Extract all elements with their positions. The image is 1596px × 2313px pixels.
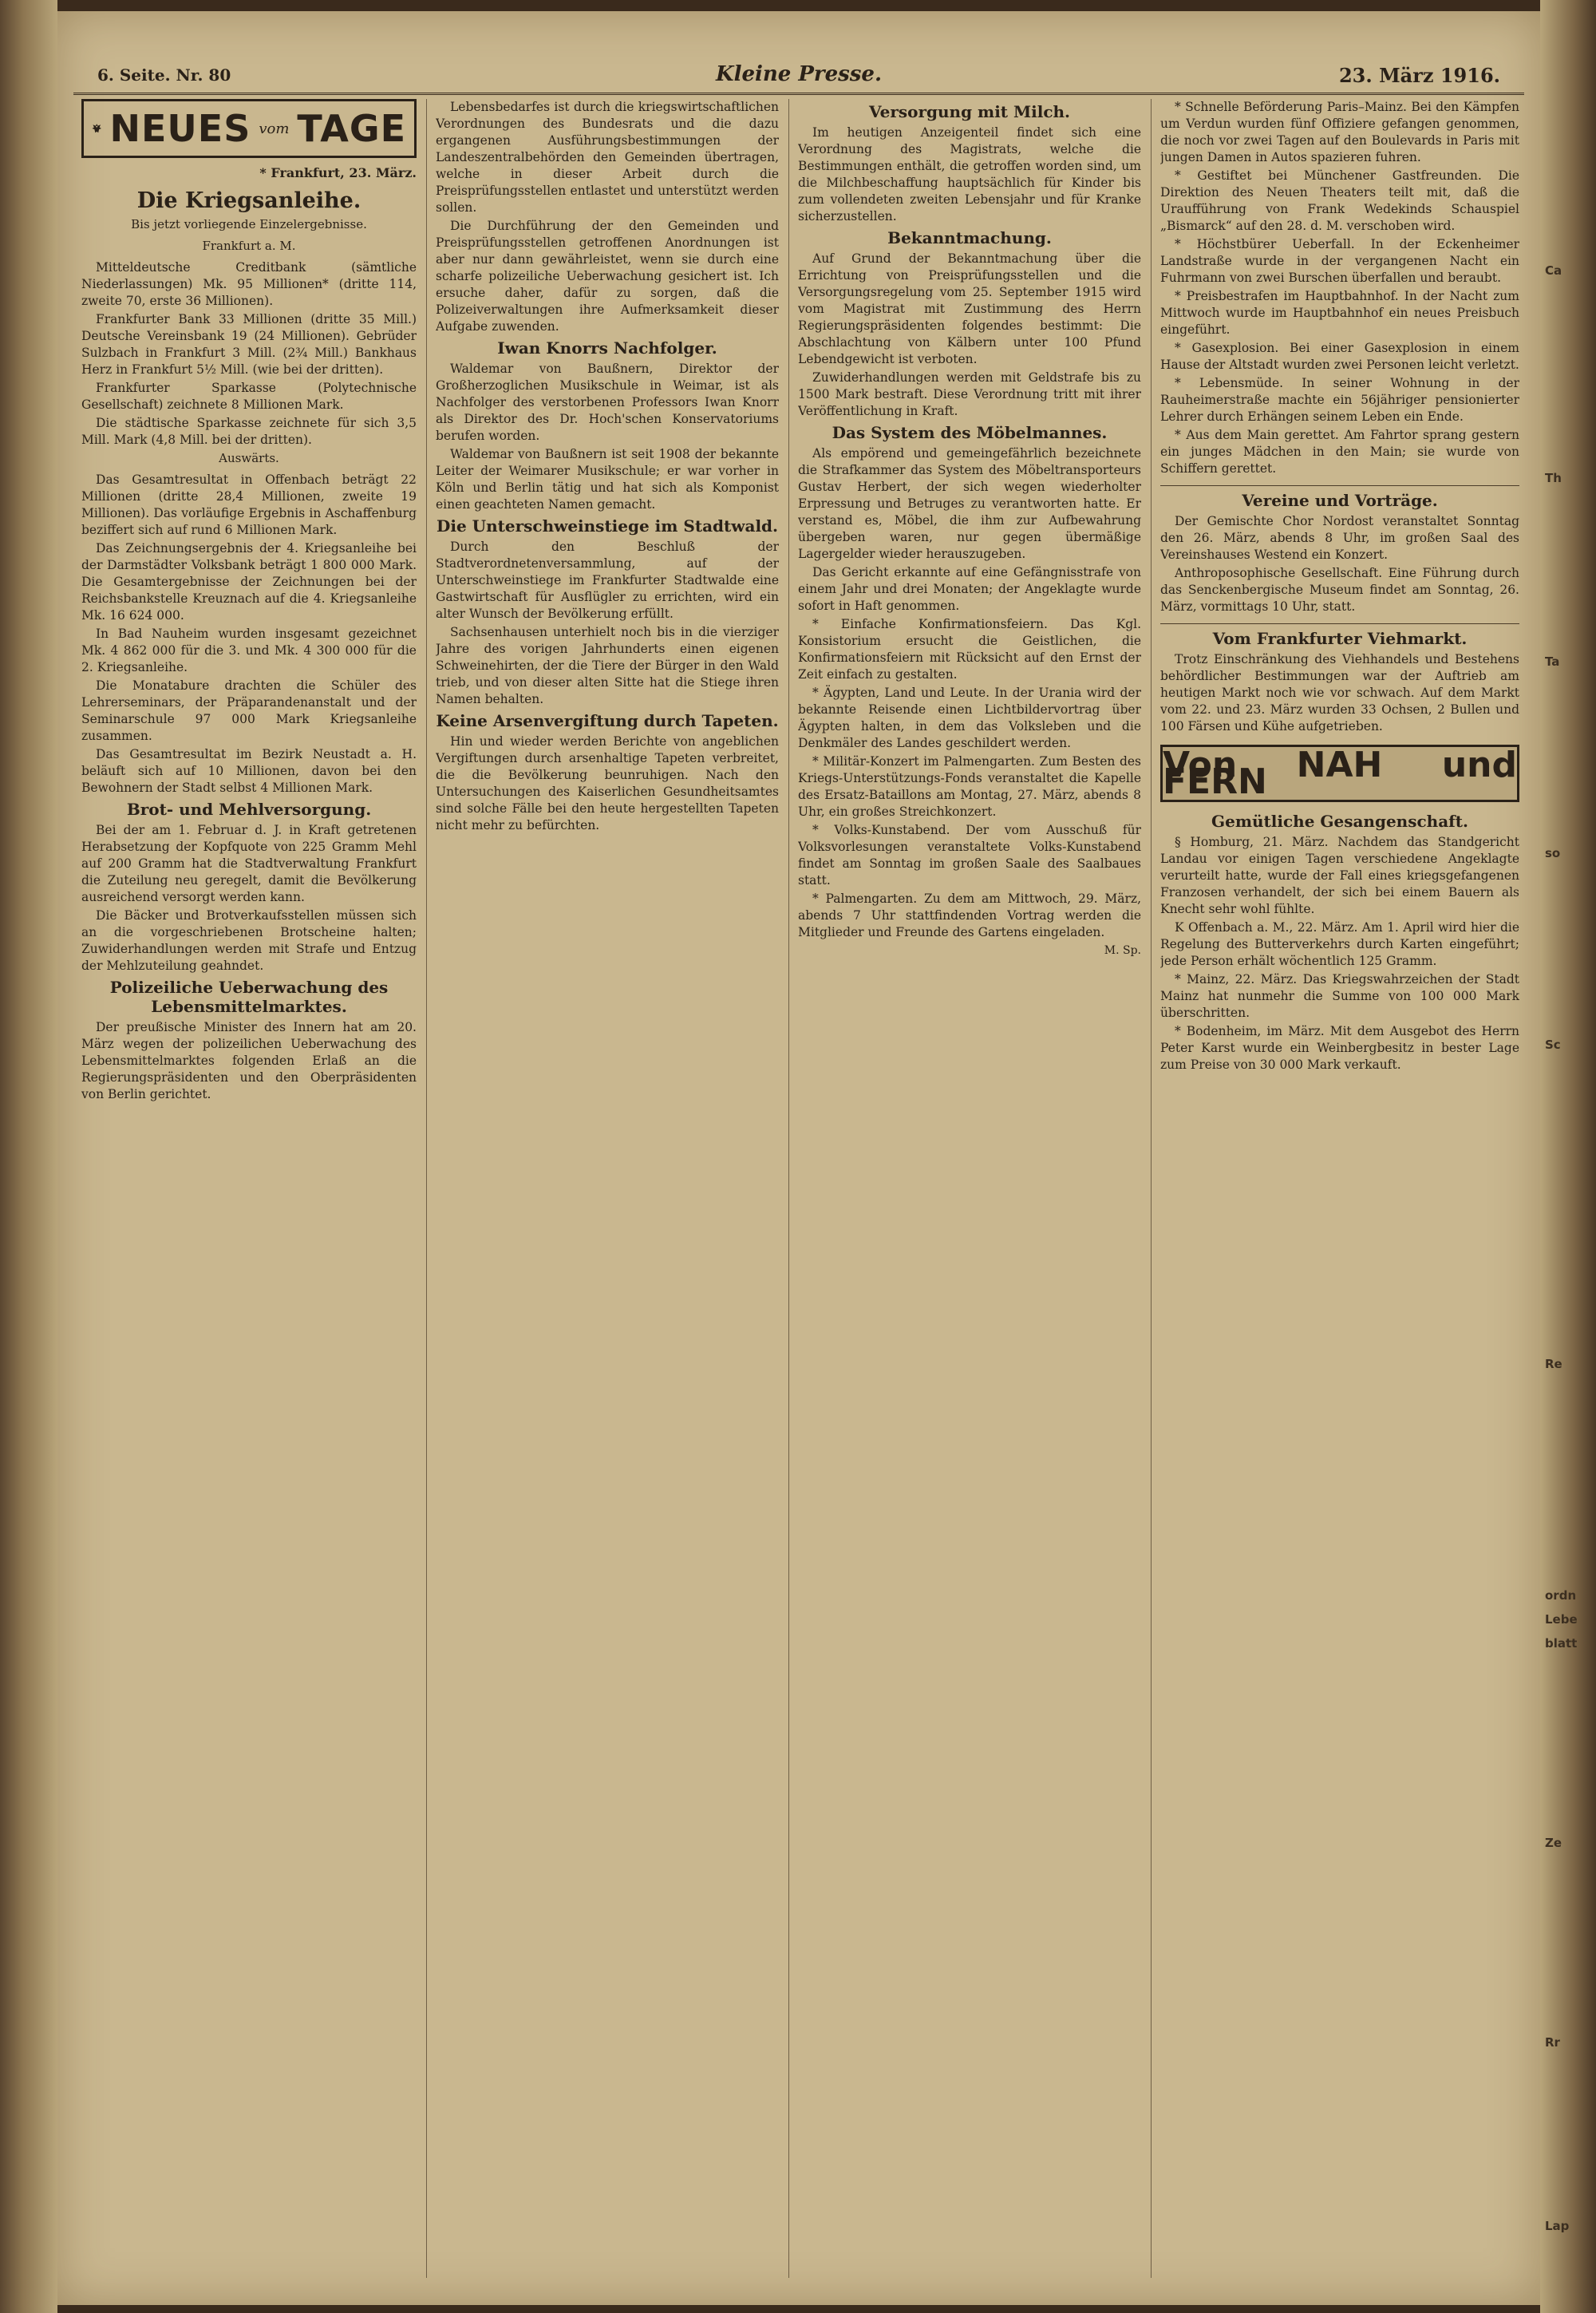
paragraph: In Bad Nauheim wurden insgesamt gezeichnet Mk. 4 862 000 für die 3. und Mk. 4 300 000 für die 2. Kriegsanleihe. [81, 627, 417, 674]
next-page-edge [1540, 0, 1596, 2313]
paragraph: * Gasexplosion. Bei einer Gasexplosion in einem Hause der Altstadt wurden zwei Personen leicht verletzt. [1160, 341, 1519, 372]
subheadline-kriegsanleihe: Bis jetzt vorliegende Einzelergebnisse. [131, 217, 367, 231]
column-rule [426, 99, 427, 2278]
edge-fragment: Lebe [1545, 1612, 1578, 1627]
paragraph: * Einfache Konfirmationsfeiern. Das Kgl. Konsistorium ersucht die Geistlichen, die Konfirmationsfeiern mit Rücksicht auf den Ernst der Zeit einfach zu gestalten. [798, 617, 1141, 682]
paragraph: Sachsenhausen unterhielt noch bis in die vierziger Jahre des vorigen Jahrhunderts einen eigenen Schweinehirten, der die Tiere der Bürger in den Wald trieb, und von dieser alten Sitte hat die Stiege ihren Namen behalten. [436, 625, 779, 706]
headline-bekanntmachung: Bekanntmachung. [887, 228, 1052, 247]
edge-fragment: Rr [1545, 2035, 1560, 2050]
edge-fragment: ordn [1545, 1588, 1577, 1603]
headline-viehmarkt: Vom Frankfurter Viehmarkt. [1160, 623, 1519, 648]
eagle-icon [92, 106, 102, 151]
column-4 [1160, 99, 1519, 2278]
paragraph: Frankfurter Sparkasse (Polytechnische Gesellschaft) zeichnete 8 Millionen Mark. [81, 381, 417, 412]
edge-fragment: Re [1545, 1357, 1562, 1371]
paragraph: Der Gemischte Chor Nordost veranstaltet Sonntag den 26. März, abends 8 Uhr, im großen Saal des Vereinshauses Westend ein Konzert. [1160, 514, 1519, 562]
paragraph: Bei der am 1. Februar d. J. in Kraft getretenen Herabsetzung der Kopfquote von 225 Gramm Mehl auf 200 Gramm hat die Stadtverwaltung Frankfurt die Zuteilung neu geregelt, damit die Bevölkerung ausreichend versorgt werden kann. [81, 823, 417, 904]
edge-fragment: Sc [1545, 1038, 1561, 1052]
paragraph: * Gestiftet bei Münchener Gastfreunden. Die Direktion des Neuen Theaters teilt mit, daß die Uraufführung von Frank Wedekinds Schauspiel „Bismarck“ auf den 28. d. M. verschoben wird. [1160, 168, 1519, 233]
paragraph: * Höchstbürer Ueberfall. In der Eckenheimer Landstraße wurde in der vergangenen Nacht ein Fuhrmann von zwei Burschen überfallen und beraubt. [1160, 237, 1519, 285]
newspaper-page [57, 11, 1540, 2305]
paragraph: Durch den Beschluß der Stadtverordnetenversammlung, auf der Unterschweinstiege im Frankfurter Stadtwalde eine Gastwirtschaft für Ausflügler zu errichten, wird ein alter Wunsch der Bevölkerung erfüllt. [436, 540, 779, 621]
headline-gesangenschaft: Gemütliche Gesangenschaft. [1211, 812, 1468, 831]
masthead-neues: NEUES [109, 106, 251, 150]
page-header [73, 61, 1524, 95]
paragraph: * Militär-Konzert im Palmengarten. Zum Besten des Kriegs-Unterstützungs-Fonds veranstaltet die Kapelle des Ersatz-Bataillons am Montag, 27. März, abends 8 Uhr, ein großes Streichkonzert. [798, 754, 1141, 819]
paragraph: Frankfurter Bank 33 Millionen (dritte 35 Mill.) Deutsche Vereinsbank 19 (24 Millionen). Gebrüder Sulzbach in Frankfurt 3 Mill. (2¾ Mill.) Bankhaus Herz in Frankfurt 5½ Mill. (wie bei der dritten). [81, 312, 417, 377]
section-banner-von-nah-und-fern: Von NAH und FERN [1160, 745, 1519, 802]
edge-fragment: Lap [1545, 2219, 1570, 2233]
headline-milch: Versorgung mit Milch. [868, 102, 1071, 121]
edge-fragment: Th [1545, 471, 1562, 485]
dateline: * Frankfurt, 23. März. [259, 165, 417, 180]
paragraph: Der preußische Minister des Innern hat am 20. März wegen der polizeilichen Ueberwachung des Lebensmittelmarktes folgenden Erlaß an die Regierungspräsidenten und den Oberpräsidenten von Berlin gerichtet. [81, 1020, 417, 1101]
paragraph: Im heutigen Anzeigenteil findet sich eine Verordnung des Magistrats, welche die Bestimmungen enthält, die getroffen worden sind, um die Milchbeschaffung hauptsächlich für Kinder bis zum vollendeten zweiten Lebensjahr und für Kranke sicherzustellen. [798, 125, 1141, 223]
edge-fragment: so [1545, 846, 1561, 860]
paragraph: Die städtische Sparkasse zeichnete für sich 3,5 Mill. Mark (4,8 Mill. bei der dritten). [81, 416, 417, 447]
paragraph: Das Gericht erkannte auf eine Gefängnisstrafe von einem Jahr und drei Monaten; der Angeklagte wurde sofort in Haft genommen. [798, 565, 1141, 613]
headline-polizei: Polizeiliche Ueberwachung des Lebensmittelmarktes. [109, 978, 389, 1016]
paragraph: Die Monatabure drachten die Schüler des Lehrerseminars, der Präparandenanstalt und der Seminarschule 97 000 Mark Kriegsanleihe zusammen. [81, 678, 417, 743]
column-rule [1151, 99, 1152, 2278]
paragraph: Lebensbedarfes ist durch die kriegswirtschaftlichen Verordnungen des Bundesrats und die dazu ergangenen Ausführungsbestimmungen der Landeszentralbehörden den Gemeinden übertragen, welche in dieser Arbeit durch die Preisprüfungsstellen entlastet und unterstützt werden sollen. [436, 100, 779, 215]
headline-kriegsanleihe: Die Kriegsanleihe. [136, 188, 361, 213]
column-rule [788, 99, 789, 2278]
paragraph: Das Zeichnungsergebnis der 4. Kriegsanleihe bei der Darmstädter Volksbank beträgt 1 800 000 Mark. Die Gesamtergebnisse der Zeichnungen bei der Reichsbankstelle Kreuznach auf die 4. Kriegsanleihe Mk. 16 624 000. [81, 541, 417, 623]
city-label: Frankfurt a. M. [202, 239, 296, 253]
binding-edge-left [0, 0, 57, 2313]
edge-fragment: blatt [1545, 1636, 1578, 1651]
paragraph: * Lebensmüde. In seiner Wohnung in der Rauheimerstraße machte ein 56jähriger pensionierter Lehrer durch Erhängen seinem Leben ein Ende. [1160, 376, 1519, 424]
paragraph: Waldemar von Baußnern ist seit 1908 der bekannte Leiter der Weimarer Musikschule; er war vorher in Köln und Berlin tätig und hat sich als Komponist einen geachteten Namen gemacht. [436, 447, 779, 512]
paragraph: Hin und wieder werden Berichte von angeblichen Vergiftungen durch arsenhaltige Tapeten verbreitet, die die Bevölkerung beunruhigen. Nach den Untersuchungen des Kaiserlichen Gesundheitsamtes sind solche Fälle bei den heute hergestellten Tapeten nicht mehr zu befürchten. [436, 734, 779, 832]
paragraph: * Volks-Kunstabend. Der vom Ausschuß für Volksvorlesungen veranstaltete Volks-Kunstabend findet am Sonntag im großen Saale des Saalbaues statt. [798, 823, 1141, 888]
auswaerts-label: Auswärts. [219, 451, 279, 465]
paragraph: Anthroposophische Gesellschaft. Eine Führung durch das Senckenbergische Museum findet am Sonntag, 26. März, vormittags 10 Uhr, statt. [1160, 566, 1519, 614]
signature: M. Sp. [1104, 944, 1141, 957]
paragraph: * Ägypten, Land und Leute. In der Urania wird der bekannte Reisende einen Lichtbildervortrag über Ägypten halten, in dem das Volksleben und die Denkmäler des Landes geschildert werden. [798, 686, 1141, 750]
headline-moebelmann: Das System des Möbelmannes. [832, 423, 1108, 442]
paragraph: * Palmengarten. Zu dem am Mittwoch, 29. März, abends 7 Uhr stattfindenden Vortrag werden die Mitglieder und Freunde des Gartens eingeladen. [798, 892, 1141, 939]
column-2 [436, 99, 779, 2278]
masthead-tage: TAGE [297, 106, 406, 150]
edge-fragment: Ze [1545, 1836, 1562, 1850]
paragraph: Waldemar von Baußnern, Direktor der Großherzoglichen Musikschule in Weimar, ist als Nachfolger des verstorbenen Professors Iwan Knorr als Direktor des Dr. Hoch'schen Konservatoriums berufen worden. [436, 362, 779, 443]
newspaper-title: Kleine Presse. [715, 62, 883, 86]
paragraph: § Homburg, 21. März. Nachdem das Standgericht Landau vor einigen Tagen verschiedene Angeklagte verurteilt hatte, wurde der Fall eines kriegsgefangenen Franzosen verhandelt, der sich bei einem Bauern als Knecht sehr wohl fühlte. [1160, 835, 1519, 916]
headline-vereine: Vereine und Vorträge. [1160, 485, 1519, 510]
paragraph: Die Bäcker und Brotverkaufsstellen müssen sich an die vorgeschriebenen Brotscheine halten; Zuwiderhandlungen werden mit Strafe und Entzug der Mehlzuteilung geahndet. [81, 908, 417, 973]
paragraph: * Schnelle Beförderung Paris–Mainz. Bei den Kämpfen um Verdun wurden fünf Offiziere gefangen genommen, die noch vor zwei Tagen auf den Boulevards in Paris mit jungen Damen in Autos spazieren fuhren. [1160, 100, 1519, 164]
column-3 [798, 99, 1141, 2278]
paragraph: * Bodenheim, im März. Mit dem Ausgebot des Herrn Peter Karst wurde ein Weinbergbesitz in bester Lage zum Preise von 30 000 Mark verkauft. [1160, 1024, 1519, 1072]
paragraph: Auf Grund der Bekanntmachung über die Errichtung von Preisprüfungsstellen und die Versorgungsregelung vom 25. September 1915 wird vom Magistrat mit Zustimmung des Herrn Regierungspräsidenten folgendes bestimmt: Die Abschlachtung von Kälbern unter 100 Pfund Lebendgewicht ist verboten. [798, 251, 1141, 366]
paragraph: Mitteldeutsche Creditbank (sämtliche Niederlassungen) Mk. 95 Millionen* (dritte 114, zweite 70, erste 36 Millionen). [81, 260, 417, 308]
headline-arsen: Keine Arsenvergiftung durch Tapeten. [436, 711, 779, 730]
column-1 [81, 99, 417, 2278]
edge-fragment: Ca [1545, 263, 1562, 278]
paragraph: * Mainz, 22. März. Das Kriegswahrzeichen der Stadt Mainz hat nunmehr die Summe von 100 000 Mark überschritten. [1160, 972, 1519, 1020]
issue-date: 23. März 1916. [1338, 64, 1500, 87]
headline-knorr: Iwan Knorrs Nachfolger. [497, 338, 717, 358]
paragraph: Trotz Einschränkung des Viehhandels und Bestehens behördlicher Bestimmungen war der Auftrieb am heutigen Markt noch wie vor schwach. Auf dem Markt vom 22. und 23. März wurden 33 Ochsen, 2 Bullen und 100 Färsen und Kühe aufgetrieben. [1160, 652, 1519, 733]
paragraph: * Aus dem Main gerettet. Am Fahrtor sprang gestern ein junges Mädchen in den Main; sie wurde von Schiffern gerettet. [1160, 428, 1519, 476]
page-number: 6. Seite. Nr. 80 [97, 65, 231, 85]
paragraph: * Preisbestrafen im Hauptbahnhof. In der Nacht zum Mittwoch wurde im Hauptbahnhof ein neues Preisbuch eingeführt. [1160, 289, 1519, 337]
paragraph: Als empörend und gemeingefährlich bezeichnete die Strafkammer das System des Möbeltransporteurs Gustav Herbert, der sich wegen wiederholter Erpressung und Betruges zu verantworten hatte. Er verstand es, Möbel, die ihm zur Aufbewahrung übergeben waren, nur gegen übermäßige Lagergelder wieder herauszugeben. [798, 446, 1141, 561]
masthead-vom: vom [259, 120, 290, 137]
paragraph: K Offenbach a. M., 22. März. Am 1. April wird hier die Regelung des Butterverkehrs durch Karten eingeführt; jede Person erhält wöchentlich 125 Gramm. [1160, 920, 1519, 968]
paragraph: Die Durchführung der den Gemeinden und Preisprüfungsstellen getroffenen Anordnungen ist aber nur dann gewährleistet, wenn sie durch eine scharfe polizeiliche Ueberwachung gesichert ist. Ich ersuche daher, dafür zu sorgen, daß die Polizeiverwaltungen ihre Aufmerksamkeit dieser Aufgabe zuwenden. [436, 219, 779, 334]
headline-brot: Brot- und Mehlversorgung. [126, 800, 372, 819]
section-masthead [81, 99, 417, 158]
paragraph: Das Gesamtresultat im Bezirk Neustadt a. H. beläuft sich auf 10 Millionen, davon bei den Bewohnern der Stadt selbst 4 Millionen Mark. [81, 747, 417, 795]
paragraph: Zuwiderhandlungen werden mit Geldstrafe bis zu 1500 Mark bestraft. Diese Verordnung tritt mit ihrer Veröffentlichung in Kraft. [798, 370, 1141, 418]
edge-fragment: Ta [1545, 654, 1560, 669]
headline-unterschweinstiege: Die Unterschweinstiege im Stadtwald. [437, 516, 778, 536]
paragraph: Das Gesamtresultat in Offenbach beträgt 22 Millionen (dritte 28,4 Millionen, zweite 19 Millionen). Das vorläufige Ergebnis in Aschaffenburg beziffert sich auf rund 6 Millionen Mark. [81, 472, 417, 537]
